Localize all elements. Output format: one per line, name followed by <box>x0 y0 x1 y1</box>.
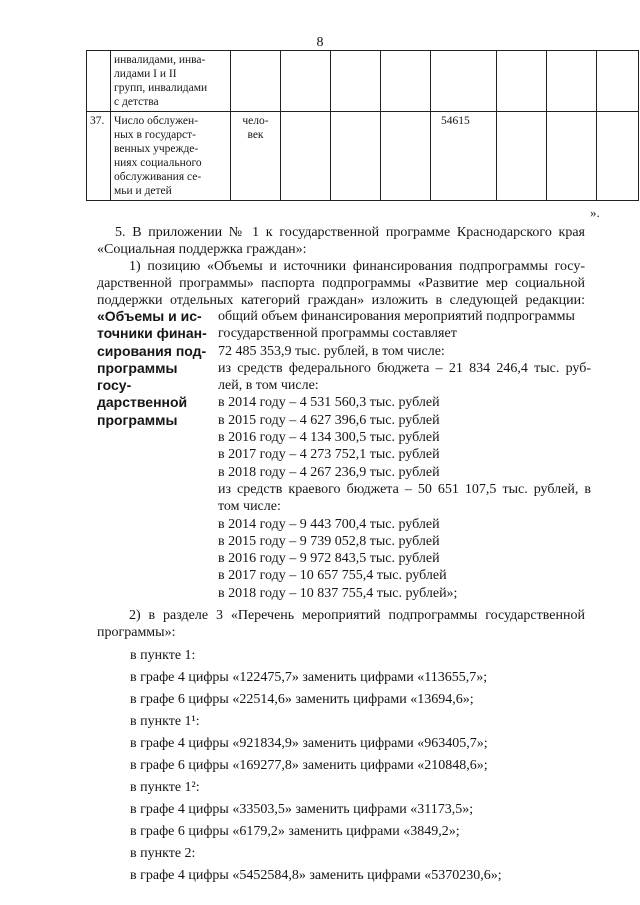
year-line: в 2018 году – 10 837 755,4 тыс. рублей»; <box>218 585 458 601</box>
value-cell <box>331 51 381 112</box>
label-line: программы госу- <box>97 359 178 394</box>
label-line: программы <box>97 411 178 428</box>
funding-description <box>218 308 591 602</box>
text-line: из средств краевого бюджета – 50 651 107,5 тыс. рублей, в <box>218 481 591 497</box>
text-line: «Социальная поддержка граждан»: <box>97 242 307 257</box>
amendment-line: в графе 6 цифры «22514,6» заменить цифрами «13694,6»; <box>130 692 474 707</box>
indicator-name-line: групп, инвалидами <box>114 82 208 94</box>
amendment-line: в графе 6 цифры «6179,2» заменить цифрами «3849,2»; <box>130 824 460 839</box>
table-row <box>87 51 639 112</box>
year-line: в 2015 году – 9 739 052,8 тыс. рублей <box>218 533 440 549</box>
table-row <box>87 112 639 201</box>
year-line: в 2015 году – 4 627 396,6 тыс. рублей <box>218 412 440 428</box>
text-line: поддержки отдельных категорий граждан» изложить в следующей редакции: <box>97 293 585 308</box>
text-line: общий объем финансирования мероприятий подпрограммы <box>218 309 575 324</box>
unit-cell <box>231 51 281 112</box>
label-line: сирования под- <box>97 342 207 359</box>
indicator-name-line: Число обслужен- <box>114 115 199 127</box>
value-cell <box>431 51 497 112</box>
unit-cell <box>231 112 281 201</box>
value-cell <box>547 51 597 112</box>
indicator-name-line: с детства <box>114 96 159 108</box>
amendment-line: в пункте 1: <box>130 648 196 663</box>
amendment-line: в графе 6 цифры «169277,8» заменить цифрами «210848,6»; <box>130 758 488 773</box>
amendment-line: в пункте 1²: <box>130 780 200 795</box>
text-line: дарственной программы» паспорта подпрограммы «Развитие мер социальной <box>97 276 585 291</box>
year-line: в 2016 году – 4 134 300,5 тыс. рублей <box>218 430 440 446</box>
text-line: программы»: <box>97 625 176 640</box>
year-line: в 2014 году – 9 443 700,4 тыс. рублей <box>218 516 440 532</box>
value-cell <box>547 112 597 201</box>
indicator-name-line: ных в государст- <box>114 129 196 141</box>
year-line: в 2014 году – 4 531 560,3 тыс. рублей <box>218 395 440 411</box>
page-number: 8 <box>316 35 324 50</box>
text-line: из средств федерального бюджета – 21 834 246,4 тыс. руб- <box>218 360 591 376</box>
text-line: лей, в том числе: <box>218 378 319 394</box>
item-2-text-cont <box>97 624 585 641</box>
item-1-text <box>97 258 585 309</box>
section-5-text-cont <box>97 241 585 258</box>
indicator-name-line: ниях социального <box>114 157 202 169</box>
indicator-name-line: инвалидами, инва- <box>114 54 206 66</box>
unit-line: век <box>247 129 264 141</box>
funding-label <box>97 308 209 429</box>
text-line: 1) позицию «Объемы и источники финансирования подпрограммы госу- <box>129 259 585 274</box>
indicator-name-line: мьи и детей <box>114 185 172 197</box>
value-cell <box>381 112 431 201</box>
amendment-line: в графе 4 цифры «921834,9» заменить цифрами «963405,7»; <box>130 736 488 751</box>
indicators-table <box>86 50 639 201</box>
amendment-line: в графе 4 цифры «33503,5» заменить цифрами «31173,5»; <box>130 802 474 817</box>
value-cell <box>281 51 331 112</box>
indicator-name <box>111 51 231 112</box>
value-cell <box>497 51 547 112</box>
label-line: точники финан- <box>97 325 207 342</box>
row-number <box>87 51 111 112</box>
indicator-name <box>111 112 231 201</box>
value-cell <box>281 112 331 201</box>
text-line: 72 485 353,9 тыс. рублей, в том числе: <box>218 343 445 359</box>
closing-quote: ». <box>590 205 600 220</box>
year-line: в 2017 году – 4 273 752,1 тыс. рублей <box>218 447 440 463</box>
label-line: «Объемы и ис- <box>97 308 202 324</box>
value-cell <box>597 112 639 201</box>
text-line: государственной программы составляет <box>218 326 457 342</box>
amendment-line: в пункте 2: <box>130 846 196 861</box>
value-cell <box>597 51 639 112</box>
amendment-line: в пункте 1¹: <box>130 714 200 729</box>
text-line: том числе: <box>218 499 281 515</box>
unit-line: чело- <box>242 115 269 127</box>
amendments-list <box>130 647 502 884</box>
value-cell <box>331 112 381 201</box>
item-2-text <box>97 607 585 624</box>
year-line: в 2016 году – 9 972 843,5 тыс. рублей <box>218 551 440 567</box>
value-cell <box>497 112 547 201</box>
year-line: в 2017 году – 10 657 755,4 тыс. рублей <box>218 568 447 584</box>
row-number: 37. <box>87 112 111 201</box>
text-line: 2) в разделе 3 «Перечень мероприятий подпрограммы государственной <box>129 608 585 623</box>
value-cell <box>381 51 431 112</box>
amendment-line: в графе 4 цифры «122475,7» заменить цифрами «113655,7»; <box>130 670 488 685</box>
indicator-name-line: лидами I и II <box>114 68 177 80</box>
year-line: в 2018 году – 4 267 236,9 тыс. рублей <box>218 464 440 480</box>
indicator-name-line: венных учрежде- <box>114 143 199 155</box>
indicator-name-line: обслуживания се- <box>114 171 202 183</box>
section-5-text <box>97 224 585 241</box>
value-cell: 54615 <box>431 112 497 201</box>
amendment-line: в графе 4 цифры «5452584,8» заменить цифрами «5370230,6»; <box>130 868 502 883</box>
label-line: дарственной <box>97 394 188 411</box>
text-line: 5. В приложении № 1 к государственной программе Краснодарского края <box>115 225 585 240</box>
